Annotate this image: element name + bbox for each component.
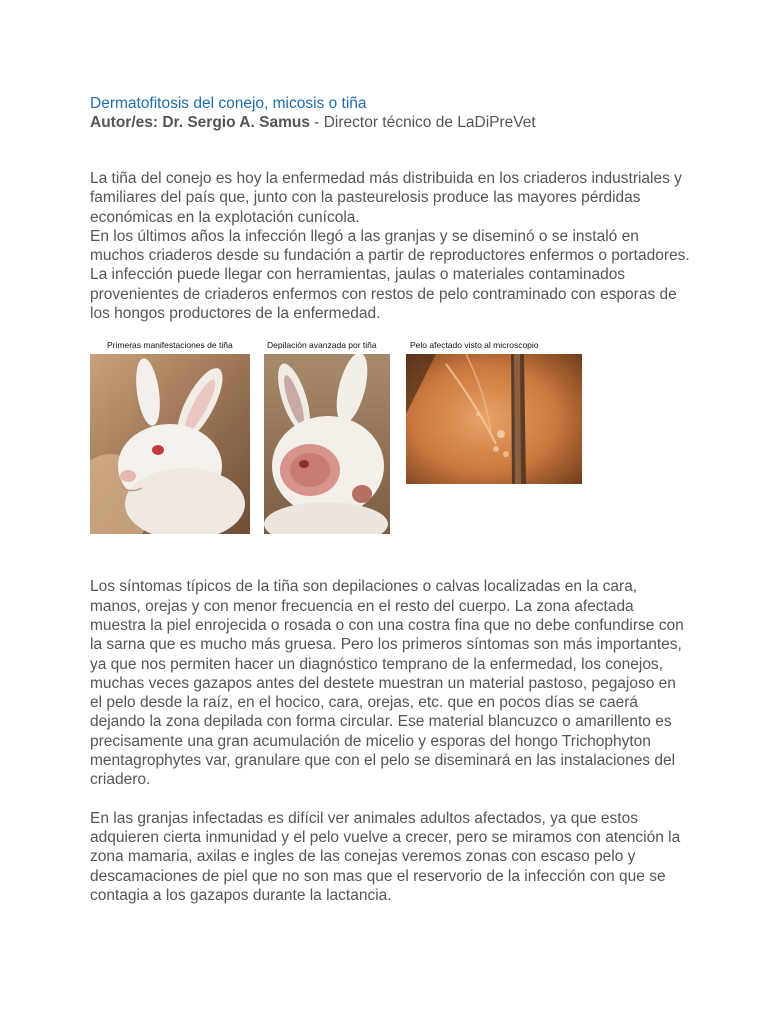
figure-microscope: [406, 340, 582, 484]
intro-section: [90, 169, 690, 323]
figure-advanced-depilation: [264, 340, 390, 534]
figure-early-signs: [90, 340, 250, 534]
intro-paragraph-1: La tiña del conejo es hoy la enfermedad más distribuida en los criaderos industriales y familiares del país que, junto con la pasteurelosis produce las mayores pérdidas económicas en la explotación cunícola.: [90, 170, 682, 226]
white-rabbit-photo: [90, 354, 250, 534]
author-label: Autor/es:: [90, 114, 159, 131]
figure-caption: Primeras manifestaciones de tiña: [107, 340, 233, 351]
author-name: Dr. Sergio A. Samus: [162, 114, 310, 131]
intro-paragraph-2: En los últimos años la infección llegó a las granjas y se diseminó o se instaló en muchos criaderos desde su fundación a partir de reproductores enfermos o portadores.: [90, 227, 690, 265]
article: [90, 94, 690, 905]
figure-row: [90, 340, 690, 560]
author-role: - Director técnico de LaDiPreVet: [309, 114, 536, 131]
rabbit-facial-lesion-photo: [264, 354, 390, 534]
author-line: [90, 113, 690, 132]
farms-paragraph: En las granjas infectadas es difícil ver animales adultos afectados, ya que estos adquieren cierta inmunidad y el pelo vuelve a crecer, pero se miramos con atención la zona mamaria, axilas e ingles de las conejas veremos zonas con escaso pelo y descamaciones de piel que no son mas que el reservorio de la infección con que se contagia a los gazapos durante la lactancia.: [90, 809, 681, 904]
microscope-hair-photo: [406, 354, 582, 484]
figure-caption: Pelo afectado visto al microscopio: [410, 340, 539, 351]
article-title: Dermatofitosis del conejo, micosis o tiña: [90, 95, 367, 112]
symptoms-paragraph: Los síntomas típicos de la tiña son depilaciones o calvas localizadas en la cara, manos, orejas y con menor frecuencia en el resto del cuerpo. La zona afectada muestra la piel enrojecida o rosada o con una costra fina que no debe confundirse con la sarna que es mucho más gruesa. Pero los primeros síntomas son más importantes, ya que nos permiten hacer un diagnóstico temprano de la enfermedad, los conejos, muchas veces gazapos antes del destete muestran un material pastoso, pegajoso en el pelo desde la raíz, en el hocico, cara, orejas, etc. que en pocos días se caerá dejando la zona depilada con forma circular. Ese material blancuzco o amarillento es precisamente una gran acumulación de micelio y esporas del hongo Trichophyton mentagrophytes var, granulare que con el pelo se diseminará en las instalaciones del criadero.: [90, 578, 684, 789]
intro-paragraph-3: La infección puede llegar con herramientas, jaulas o materiales contaminados provenientes de criaderos enfermos con restos de pelo contraminado con esporas de los hongos productores de la enfermedad.: [90, 266, 677, 323]
figure-caption: Depilación avanzada por tiña: [267, 340, 377, 351]
